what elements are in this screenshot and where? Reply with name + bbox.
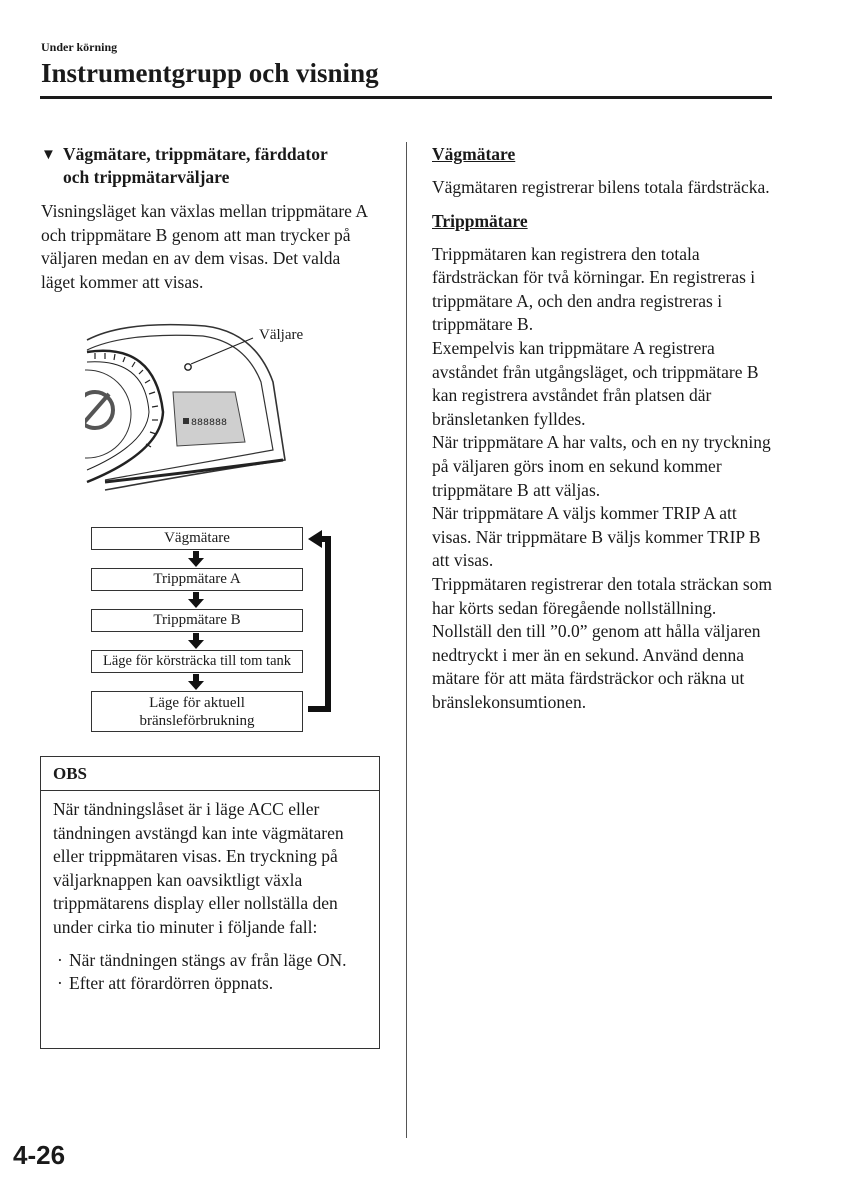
return-arrow-icon xyxy=(304,527,344,717)
trip-meter-heading: Trippmätare xyxy=(432,210,528,231)
flow-box-trip-a: Trippmätare A xyxy=(91,568,303,591)
list-item: · När tändningen stängs av från läge ON. xyxy=(57,949,347,970)
page-number: 4-26 xyxy=(13,1140,66,1170)
section-heading xyxy=(41,143,381,189)
odometer-text: Vägmätaren registrerar bilens totala färdsträcka. xyxy=(432,177,770,197)
selector-label: Väljare xyxy=(259,327,304,343)
flow-box-trip-b: Trippmätare B xyxy=(91,609,303,632)
list-item: · Efter att förardörren öppnats. xyxy=(57,973,274,994)
obs-title: OBS xyxy=(41,757,379,791)
display-digits: 888888 xyxy=(191,418,228,429)
flow-box-odometer: Vägmätare xyxy=(91,527,303,550)
triangle-down-icon: ▼ xyxy=(41,147,56,163)
intro-paragraph: Visningsläget kan växlas mellan trippmätare A och trippmätare B genom att man trycker på väljaren medan en av dem visas. Det valda läget kommer att visas. xyxy=(41,201,368,292)
mode-flow-diagram xyxy=(90,527,340,742)
odometer-heading: Vägmätare xyxy=(432,144,516,164)
obs-note-box xyxy=(40,756,380,1049)
breadcrumb: Under körning xyxy=(41,40,118,54)
trip-meter-text: Trippmätaren kan registrera den totala färdsträckan för två körningar. En registreras i trippmätare A, och den andra registreras i trippmätare B. Exempelvis kan trippmätare A registrera avståndet från utgångsläget, och trippmätare B kan registrera avståndet från platsen där bränsletanken fylldes. När trippmätare A har valts, och en ny tryckning på väljaren görs inom en sekund kommer trippmätare B att väljas. När trippmätare A väljs kommer TRIP A att visas. När trippmätare B väljs kommer TRIP B att visas. Trippmätaren registrerar den totala sträckan som har körts sedan föregående nollställning. Nollställ den till ”0.0” genom att hålla väljaren nedtryckt i mer än en sekund. Använd denna mätare för att mäta färdsträckor och räkna ut bränslekonsumtionen. xyxy=(432,243,773,712)
obs-text: När tändningslåset är i läge ACC eller tändningen avstängd kan inte vägmätaren eller trippmätaren visas. En tryckning på väljarknappen kan oavsiktligt växla trippmätarens display eller nollställa den under cirka tio minuter i följande fall: xyxy=(53,799,344,937)
flow-box-range: Läge för körsträcka till tom tank xyxy=(91,650,303,673)
section-heading-line1: Vägmätare, trippmätare, färddator xyxy=(63,144,328,164)
instrument-cluster-figure xyxy=(85,322,304,492)
flow-box-fuel-economy: Läge för aktuell bränsleförbrukning xyxy=(91,691,303,732)
right-column xyxy=(432,143,777,714)
obs-list xyxy=(53,949,367,996)
section-heading-line2: och trippmätarväljare xyxy=(63,167,230,187)
title-rule xyxy=(40,96,772,99)
instrument-cluster-icon xyxy=(85,322,295,492)
column-divider xyxy=(406,142,407,1138)
left-column xyxy=(41,143,381,294)
page-title: Instrumentgrupp och visning xyxy=(41,58,379,88)
